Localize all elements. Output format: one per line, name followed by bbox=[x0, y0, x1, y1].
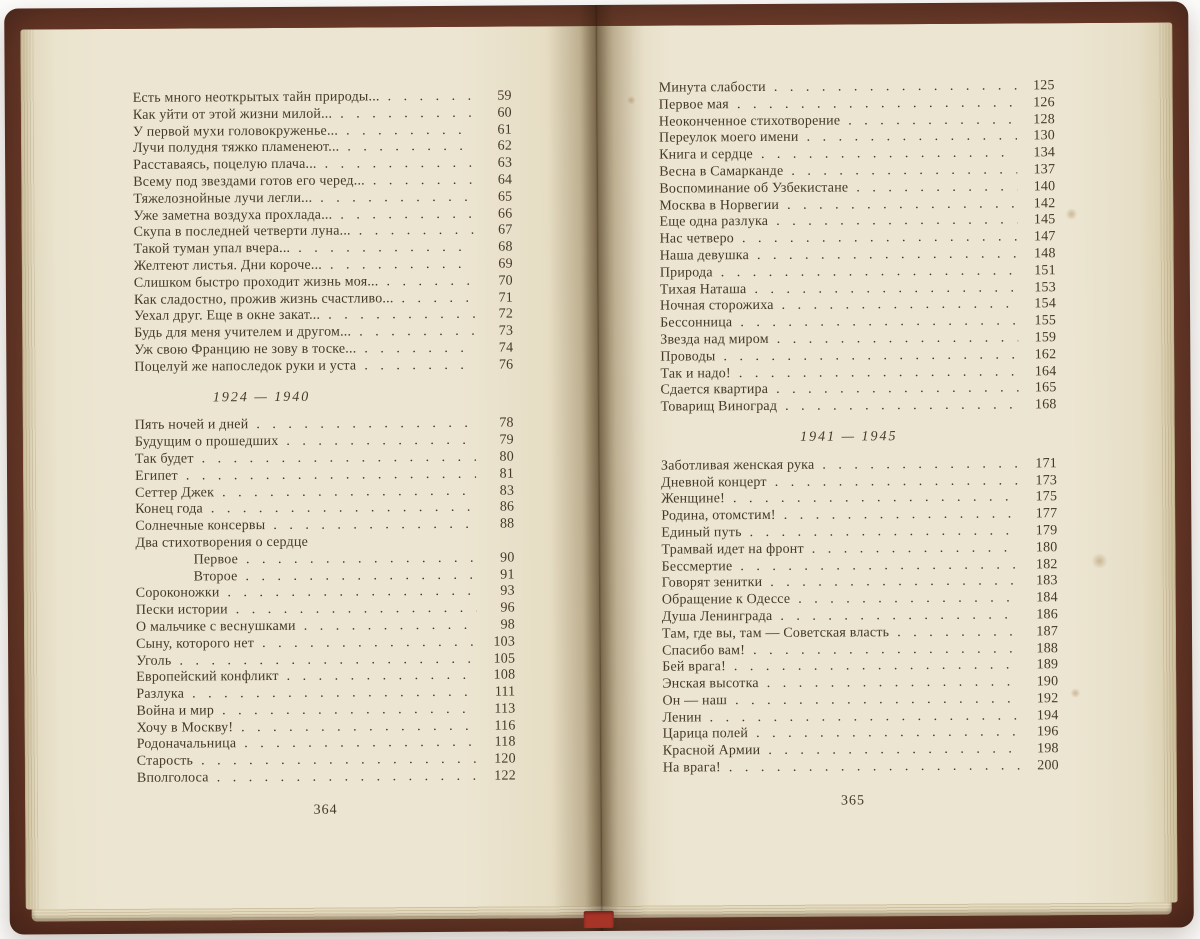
toc-entry-title: Как уйти от этой жизни милой... bbox=[132, 106, 333, 123]
toc-entry-title: У первой мухи головокруженье... bbox=[132, 123, 339, 140]
toc-entry-page: 63 bbox=[497, 155, 513, 171]
bookmark-ribbon bbox=[584, 911, 614, 928]
left-page-number: 364 bbox=[313, 802, 338, 818]
dot-leader bbox=[340, 206, 474, 224]
toc-entry-title: Обращение к Одессе bbox=[661, 591, 791, 608]
dot-leader bbox=[386, 274, 475, 291]
dot-leader bbox=[791, 162, 1017, 180]
toc-entry-page: 128 bbox=[1033, 111, 1055, 127]
toc-entry-title: Так будет bbox=[134, 451, 194, 467]
toc-entry-page: 118 bbox=[494, 734, 516, 751]
toc-entry-page: 103 bbox=[493, 634, 516, 650]
dot-leader bbox=[710, 708, 1021, 727]
right-toc-column bbox=[596, 22, 1177, 777]
toc-entry-title: Единый путь bbox=[661, 525, 742, 541]
toc-entry-title: Товарищ Виноград bbox=[660, 399, 778, 415]
toc-entry-page: 148 bbox=[1034, 246, 1056, 262]
dot-leader bbox=[775, 473, 1020, 491]
toc-entry-title: Пять ночей и дней bbox=[134, 417, 249, 434]
toc-entry-title: Скупа в последней четверти луна... bbox=[133, 223, 351, 241]
toc-entry-title: Переулок моего имени bbox=[658, 130, 799, 147]
dot-leader bbox=[359, 324, 475, 342]
toc-entry-page: 71 bbox=[498, 290, 514, 306]
toc-entry-page: 86 bbox=[499, 499, 515, 515]
dot-leader bbox=[756, 725, 1021, 743]
dot-leader bbox=[246, 550, 477, 568]
toc-entry-page: 134 bbox=[1033, 145, 1056, 161]
toc-entry-title: Слишком быстро проходит жизнь моя... bbox=[133, 274, 379, 291]
dot-leader bbox=[373, 173, 475, 190]
toc-entry-page: 147 bbox=[1033, 229, 1056, 245]
toc-entry bbox=[661, 397, 1057, 416]
toc-entry-title: Дневной концерт bbox=[661, 474, 767, 491]
toc-entry-title: Ночная сторожиха bbox=[659, 298, 774, 314]
toc-entry-page: 180 bbox=[1035, 539, 1058, 556]
toc-entry-title: Книга и сердце bbox=[659, 147, 753, 163]
section-heading: 1941 — 1945 bbox=[800, 429, 898, 445]
toc-entry-title: Душа Ленинграда bbox=[661, 608, 773, 625]
toc-entry-title: Есть много неоткрытых тайн природы... bbox=[132, 89, 380, 106]
toc-entry-page: 69 bbox=[498, 256, 513, 272]
toc-entry-page: 111 bbox=[494, 684, 516, 700]
toc-entry-page: 196 bbox=[1036, 724, 1059, 740]
toc-entry-page: 72 bbox=[498, 306, 514, 322]
toc-entry-page: 159 bbox=[1034, 330, 1057, 346]
toc-entry-page: 88 bbox=[499, 516, 515, 532]
dot-leader bbox=[236, 601, 477, 619]
dot-leader bbox=[244, 735, 478, 753]
dot-leader bbox=[298, 240, 475, 258]
toc-entry-page: 66 bbox=[497, 206, 513, 222]
toc-entry-page: 184 bbox=[1036, 590, 1058, 606]
toc-entry-page: 59 bbox=[497, 88, 512, 104]
toc-entry-page: 68 bbox=[498, 239, 513, 255]
toc-entry-page: 192 bbox=[1036, 691, 1059, 707]
toc-entry-page: 183 bbox=[1036, 573, 1058, 589]
toc-entry-title: Трамвай идет на фронт bbox=[661, 541, 804, 558]
toc-entry-title: Сороконожки bbox=[135, 585, 220, 602]
dot-leader bbox=[179, 651, 477, 670]
dot-leader bbox=[753, 641, 1020, 659]
toc-entry-page: 122 bbox=[494, 768, 516, 784]
toc-entry-page: 76 bbox=[498, 357, 514, 373]
toc-entry-page: 64 bbox=[497, 172, 513, 188]
dot-leader bbox=[740, 557, 1019, 576]
toc-entry-title: Два стихотворения о сердце bbox=[135, 534, 309, 551]
toc-entry-title: Там, где вы, там — Советская власть bbox=[661, 624, 890, 642]
toc-entry-page: 126 bbox=[1033, 95, 1055, 111]
left-page bbox=[20, 26, 601, 910]
book bbox=[4, 1, 1194, 934]
toc-entry-title: Уже заметна воздуха прохлада... bbox=[133, 207, 333, 224]
right-page bbox=[596, 22, 1177, 906]
toc-entry-page: 81 bbox=[499, 466, 515, 482]
dot-leader bbox=[192, 685, 477, 704]
dot-leader bbox=[742, 230, 1018, 248]
dot-leader bbox=[245, 567, 476, 585]
toc-entry-page: 177 bbox=[1035, 506, 1058, 522]
dot-leader bbox=[723, 347, 1018, 366]
toc-entry-page: 67 bbox=[498, 222, 513, 238]
dot-leader bbox=[729, 759, 1021, 778]
dot-leader bbox=[328, 307, 475, 325]
dot-leader bbox=[812, 540, 1020, 558]
dot-leader bbox=[750, 523, 1020, 541]
toc-entry-title: Поцелуй же напоследок руки и уста bbox=[134, 358, 357, 375]
toc-entry-page: 78 bbox=[499, 415, 514, 431]
toc-entry-title: Спасибо вам! bbox=[662, 642, 746, 659]
dot-leader bbox=[733, 490, 1019, 509]
dot-leader bbox=[780, 607, 1020, 625]
toc-entry-title: На врага! bbox=[662, 760, 721, 776]
toc-entry-title: Ленин bbox=[662, 710, 702, 726]
toc-entry bbox=[135, 517, 514, 536]
toc-entry-page: 189 bbox=[1036, 657, 1059, 673]
toc-entry-title: Первое мая bbox=[658, 96, 729, 113]
dot-leader bbox=[782, 297, 1018, 315]
toc-entry-title: Тихая Наташа bbox=[659, 281, 747, 298]
toc-entry-title: Такой туман упал вчера... bbox=[133, 241, 291, 258]
toc-entry-title: Сеттер Джек bbox=[135, 484, 215, 501]
toc-entry-page: 73 bbox=[498, 323, 514, 339]
toc-entry bbox=[134, 357, 513, 376]
toc-entry-title: Европейский конфликт bbox=[136, 669, 279, 686]
toc-entry-page: 93 bbox=[500, 583, 515, 599]
toc-entry-page: 60 bbox=[497, 105, 512, 121]
toc-entry-title: Весна в Самарканде bbox=[659, 163, 784, 180]
dot-leader bbox=[201, 752, 478, 770]
dot-leader bbox=[770, 574, 1020, 592]
dot-leader bbox=[848, 112, 1017, 130]
dot-leader bbox=[346, 122, 474, 140]
dot-leader bbox=[776, 213, 1017, 231]
dot-leader bbox=[186, 466, 476, 485]
dot-leader bbox=[241, 718, 478, 736]
dot-leader bbox=[785, 398, 1019, 416]
toc-entry-title: Женщине! bbox=[661, 491, 726, 507]
dot-leader bbox=[325, 156, 475, 174]
dot-leader bbox=[401, 290, 475, 307]
toc-entry-title: Родоначальница bbox=[136, 736, 237, 753]
open-pages bbox=[20, 22, 1177, 909]
toc-entry-title: Родина, отомстим! bbox=[661, 508, 776, 524]
toc-entry-title: Второе bbox=[193, 568, 238, 584]
toc-entry-page: 96 bbox=[500, 600, 515, 616]
toc-entry-title: Сдается квартира bbox=[660, 382, 769, 398]
toc-entry-page: 165 bbox=[1034, 380, 1057, 396]
toc-entry-page: 90 bbox=[500, 550, 515, 566]
toc-entry-title: Уж свою Францию не зову в тоске... bbox=[134, 341, 357, 358]
toc-entry-title: Первое bbox=[193, 551, 239, 568]
dot-leader bbox=[777, 330, 1019, 348]
toc-entry-title: Тяжелознойные лучи легли... bbox=[133, 190, 313, 207]
dot-leader bbox=[721, 263, 1018, 282]
left-toc-column bbox=[20, 26, 601, 788]
toc-entry-page: 83 bbox=[499, 483, 515, 499]
toc-entry-title: Неоконченное стихотворение bbox=[658, 113, 841, 130]
toc-entry-title: Будь для меня учителем и другом... bbox=[134, 324, 352, 341]
dot-leader bbox=[364, 341, 475, 358]
toc-entry-title: Старость bbox=[136, 753, 194, 770]
toc-entry-page: 198 bbox=[1037, 741, 1059, 757]
toc-entry-page: 74 bbox=[498, 340, 514, 356]
toc-entry-title: Нас четверо bbox=[659, 231, 735, 247]
dot-leader bbox=[364, 358, 475, 375]
toc-entry-title: Красной Армии bbox=[662, 743, 761, 759]
dot-leader bbox=[222, 483, 476, 501]
toc-entry-page: 188 bbox=[1036, 640, 1059, 656]
toc-entry-title: Пески истории bbox=[135, 602, 228, 618]
toc-entry-title: Заботливая женская рука bbox=[660, 457, 815, 474]
toc-entry-page: 61 bbox=[497, 122, 512, 138]
toc-entry-title: Так и надо! bbox=[660, 365, 731, 382]
dot-leader bbox=[737, 95, 1017, 114]
dot-leader bbox=[735, 691, 1020, 710]
dot-leader bbox=[754, 280, 1018, 298]
toc-entry-page: 194 bbox=[1036, 707, 1059, 724]
dot-leader bbox=[798, 591, 1020, 609]
toc-entry-page: 151 bbox=[1034, 262, 1056, 279]
toc-entry-title: Как сладостно, прожив жизнь счастливо... bbox=[133, 290, 394, 308]
toc-entry-page: 70 bbox=[498, 273, 513, 289]
toc-entry-page: 79 bbox=[499, 432, 514, 448]
dot-leader bbox=[227, 584, 476, 602]
toc-entry-title: Наша девушка bbox=[659, 248, 750, 264]
dot-leader bbox=[776, 381, 1018, 399]
toc-entry-title: Разлука bbox=[136, 686, 185, 702]
dot-leader bbox=[347, 139, 474, 157]
dot-leader bbox=[359, 223, 475, 241]
dot-leader bbox=[330, 257, 475, 275]
toc-entry-title: Лучи полудня тяжко пламенеют... bbox=[132, 139, 340, 157]
toc-entry-page: 187 bbox=[1036, 623, 1059, 640]
toc-entry-title: Бессмертие bbox=[661, 558, 733, 575]
dot-leader bbox=[217, 769, 478, 787]
toc-entry-page: 179 bbox=[1035, 523, 1058, 539]
toc-entry-page: 162 bbox=[1034, 346, 1057, 363]
toc-entry-title: Москва в Норвегии bbox=[659, 197, 780, 214]
dot-leader bbox=[273, 517, 476, 535]
toc-entry-page: 116 bbox=[494, 718, 516, 734]
toc-entry-page: 175 bbox=[1035, 489, 1058, 505]
toc-entry-title: Вполголоса bbox=[136, 770, 209, 786]
toc-entry-page: 200 bbox=[1037, 758, 1059, 774]
toc-entry-title: Говорят зенитки bbox=[661, 575, 763, 591]
dot-leader bbox=[757, 246, 1018, 264]
toc-entry-page: 125 bbox=[1033, 78, 1055, 94]
toc-entry bbox=[137, 769, 516, 788]
toc-entry-title: Уголь bbox=[136, 653, 172, 669]
toc-entry-title: Бессонница bbox=[660, 315, 733, 331]
toc-entry-page: 98 bbox=[500, 617, 516, 633]
toc-entry-page: 120 bbox=[494, 751, 516, 767]
toc-entry-page: 190 bbox=[1036, 674, 1059, 690]
toc-entry-title: Конец года bbox=[135, 501, 203, 518]
dot-leader bbox=[211, 500, 476, 518]
toc-entry-title: Хочу в Москву! bbox=[136, 719, 234, 736]
toc-entry bbox=[663, 758, 1059, 777]
dot-leader bbox=[286, 433, 476, 451]
toc-entry-page: 171 bbox=[1035, 455, 1058, 472]
dot-leader bbox=[304, 618, 477, 636]
dot-leader bbox=[897, 624, 1020, 642]
dot-leader bbox=[388, 89, 474, 106]
toc-entry-page: 164 bbox=[1034, 363, 1057, 379]
dot-leader bbox=[761, 146, 1017, 164]
toc-entry-title: Расставаясь, поцелую плача... bbox=[133, 156, 317, 174]
dot-leader bbox=[784, 507, 1020, 525]
toc-entry-page: 142 bbox=[1033, 195, 1056, 211]
dot-leader bbox=[222, 702, 478, 720]
toc-entry-page: 153 bbox=[1034, 279, 1056, 295]
toc-entry-title: Всему под звездами готов его черед... bbox=[133, 173, 365, 190]
toc-entry-title: Природа bbox=[659, 265, 713, 281]
toc-entry-title: Он — наш bbox=[662, 693, 728, 709]
toc-entry-title: Будущим о прошедших bbox=[134, 434, 279, 450]
toc-entry-page: 80 bbox=[499, 449, 514, 465]
toc-entry-page: 91 bbox=[500, 567, 515, 583]
toc-entry-page: 62 bbox=[497, 138, 513, 155]
dot-leader bbox=[787, 196, 1017, 214]
dot-leader bbox=[767, 675, 1021, 693]
toc-entry-title: Еще одна разлука bbox=[659, 214, 769, 231]
section-heading: 1924 — 1940 bbox=[212, 389, 311, 405]
toc-entry-page: 145 bbox=[1033, 212, 1056, 228]
dot-leader bbox=[740, 314, 1018, 332]
dot-leader bbox=[856, 179, 1017, 197]
toc-entry-page: 130 bbox=[1033, 128, 1056, 144]
dot-leader bbox=[807, 129, 1018, 147]
dot-leader bbox=[340, 106, 474, 124]
toc-entry-page: 154 bbox=[1034, 296, 1057, 312]
toc-entry-title: Воспоминание об Узбекистане bbox=[659, 180, 849, 197]
toc-entry-title: Минута слабости bbox=[658, 79, 766, 96]
toc-entry-page: 173 bbox=[1035, 472, 1058, 488]
dot-leader bbox=[734, 658, 1020, 677]
right-page-number: 365 bbox=[840, 793, 866, 809]
dot-leader bbox=[320, 190, 474, 208]
toc-entry-title: Царица полей bbox=[662, 726, 749, 743]
dot-leader bbox=[202, 450, 476, 468]
dot-leader bbox=[287, 668, 478, 686]
toc-entry-title: Война и мир bbox=[136, 703, 215, 719]
toc-entry-title: Египет bbox=[134, 468, 178, 484]
toc-entry-page: 155 bbox=[1034, 313, 1057, 329]
toc-entry-page: 105 bbox=[493, 651, 516, 667]
toc-entry-page: 65 bbox=[497, 189, 513, 205]
toc-entry-page: 113 bbox=[494, 701, 516, 717]
toc-entry-title: О мальчике с веснушками bbox=[135, 618, 296, 635]
dot-leader bbox=[256, 416, 475, 434]
toc-entry-page: 186 bbox=[1036, 607, 1058, 623]
dot-leader bbox=[262, 634, 477, 652]
toc-entry-title: Проводы bbox=[660, 349, 716, 365]
dot-leader bbox=[774, 78, 1017, 96]
toc-entry-title: Энская высотка bbox=[662, 676, 759, 692]
toc-entry-title: Звезда над миром bbox=[660, 331, 769, 348]
dot-leader bbox=[739, 364, 1019, 383]
toc-entry-page: 137 bbox=[1033, 162, 1056, 178]
toc-entry-title: Бей врага! bbox=[662, 659, 726, 675]
toc-entry-page: 168 bbox=[1034, 397, 1057, 413]
toc-entry-title: Желтеют листья. Дни короче... bbox=[133, 257, 323, 274]
toc-entry-page: 182 bbox=[1035, 556, 1058, 572]
dot-leader bbox=[768, 742, 1021, 760]
toc-entry-page: 108 bbox=[493, 667, 516, 683]
toc-entry-title: Уехал друг. Еще в окне закат... bbox=[134, 308, 321, 325]
dot-leader bbox=[822, 456, 1019, 474]
toc-entry-title: Солнечные консервы bbox=[135, 518, 266, 534]
toc-entry-title: Сыну, которого нет bbox=[136, 635, 255, 652]
toc-entry-page: 140 bbox=[1033, 178, 1056, 195]
